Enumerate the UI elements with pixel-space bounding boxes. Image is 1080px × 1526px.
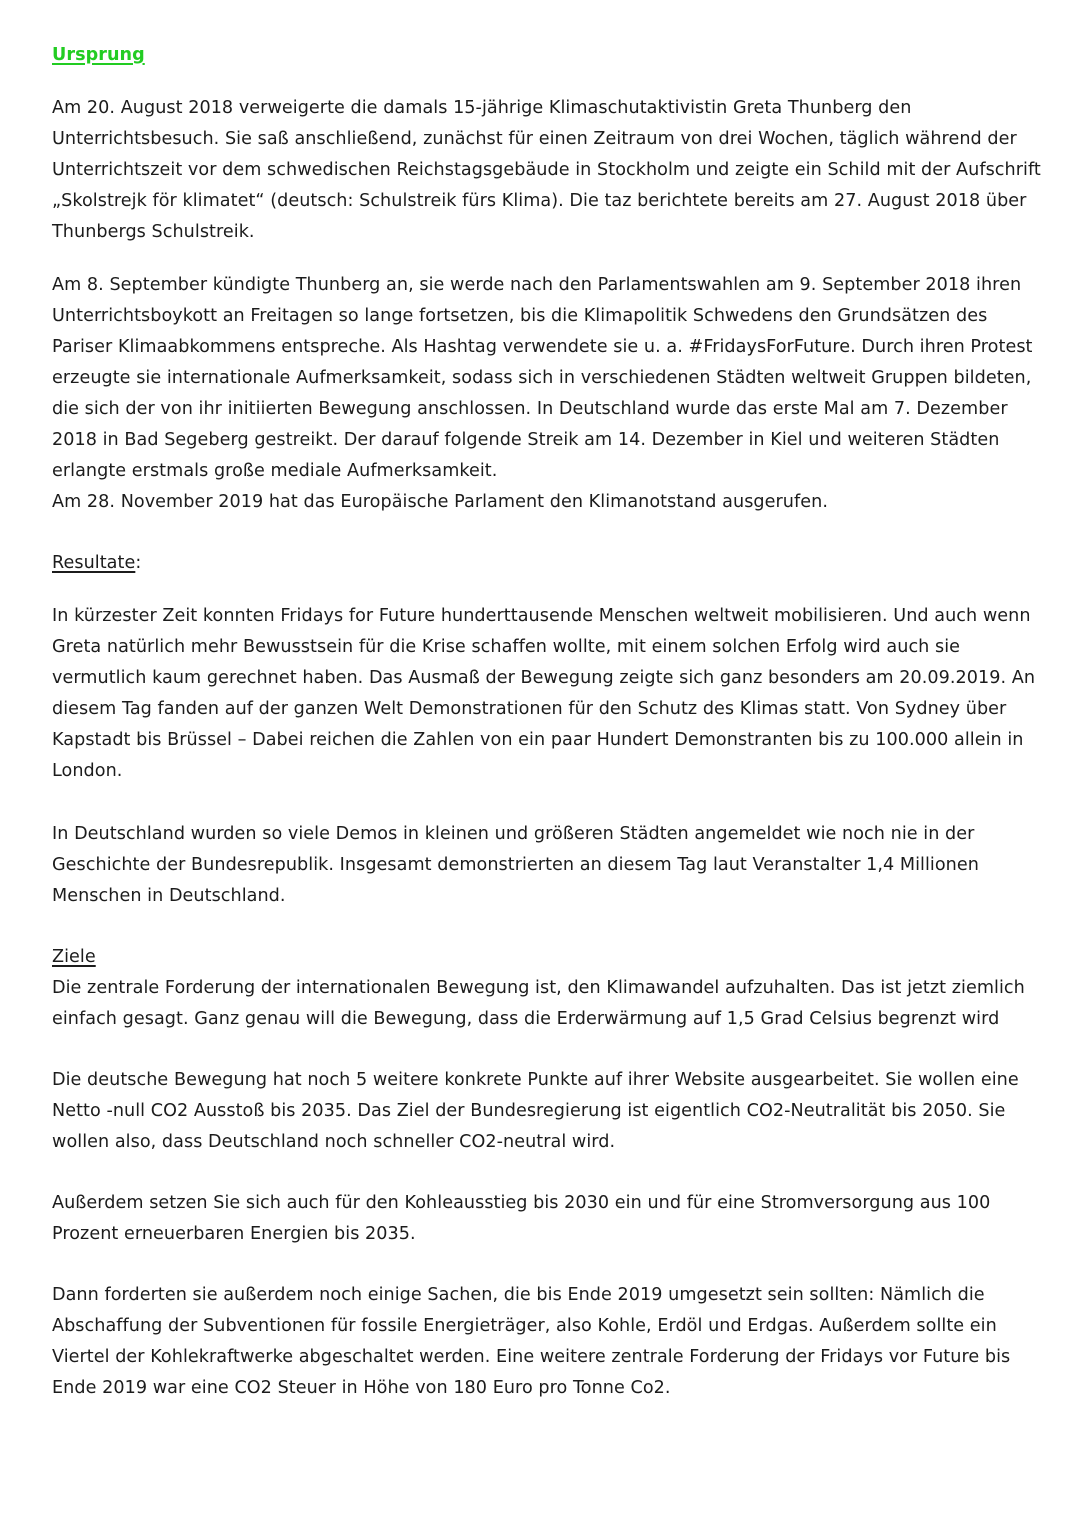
heading-resultate-wrapper: [52, 553, 141, 573]
paragraph-origin-2: Am 8. September kündigte Thunberg an, sie werde nach den Parlamentswahlen am 9. September 2018 ihren Unterrichtsboykott an Freitagen so lange fortsetzen, bis die Klimapolitik Schwedens den Grundsätzen des Pariser Klimaabkommens entspreche. Als Hashtag verwendete sie u. a. #FridaysForFuture. Durch ihren Protest erzeugte sie internationale Aufmerksamkeit, sodass sich in verschiedenen Städten weltweit Gruppen bildeten, die sich der von ihr initiierten Bewegung anschlossen. In Deutschland wurde das erste Mal am 7. Dezember 2018 in Bad Segeberg gestreikt. Der darauf folgende Streik am 14. Dezember in Kiel und weiteren Städten erlangte erstmals große mediale Aufmerksamkeit.: [52, 275, 1033, 481]
paragraph-goals-2: Die deutsche Bewegung hat noch 5 weitere konkrete Punkte auf ihrer Website ausgearbeitet. Sie wollen eine Netto -null CO2 Ausstoß bis 2035. Das Ziel der Bundesregierung ist eigentlich CO2-Neutralität bis 2050. Sie wollen also, dass Deutschland noch schneller CO2-neutral wird.: [52, 1070, 1019, 1152]
heading-ursprung: Ursprung: [52, 45, 145, 65]
paragraph-origin-3: Am 28. November 2019 hat das Europäische Parlament den Klimanotstand ausgerufen.: [52, 492, 828, 512]
section-origin: [52, 40, 1042, 518]
paragraph-goals-4: Dann forderten sie außerdem noch einige Sachen, die bis Ende 2019 umgesetzt sein sollten: Nämlich die Abschaffung der Subventionen für fossile Energieträger, also Kohle, Erdöl und Erdgas. Außerdem sollte ein Viertel der Kohlekraftwerke abgeschaltet werden. Eine weitere zentrale Forderung der Fridays vor Future bis Ende 2019 war eine CO2 Steuer in Höhe von 180 Euro pro Tonne Co2.: [52, 1285, 1011, 1398]
paragraph-results-2: In Deutschland wurden so viele Demos in kleinen und größeren Städten angemeldet wie noch nie in der Geschichte der Bundesrepublik. Insgesamt demonstrierten an diesem Tag laut Veranstalter 1,4 Millionen Menschen in Deutschland.: [52, 824, 979, 906]
paragraph-goals-1: Die zentrale Forderung der internationalen Bewegung ist, den Klimawandel aufzuhalten. Das ist jetzt ziemlich einfach gesagt. Ganz genau will die Bewegung, dass die Erderwärmung auf 1,5 Grad Celsius begrenzt wird: [52, 978, 1025, 1029]
heading-ziele: Ziele: [52, 947, 96, 967]
section-results: [52, 548, 1042, 912]
heading-resultate: Resultate: [52, 553, 136, 573]
document-page: [52, 40, 1042, 1404]
section-goals: [52, 942, 1042, 1404]
heading-resultate-suffix: :: [135, 553, 142, 573]
paragraph-goals-3: Außerdem setzen Sie sich auch für den Kohleausstieg bis 2030 ein und für eine Stromversorgung aus 100 Prozent erneuerbaren Energien bis 2035.: [52, 1193, 991, 1244]
paragraph-origin-1: Am 20. August 2018 verweigerte die damals 15-jährige Klimaschutaktivistin Greta Thunberg den Unterrichtsbesuch. Sie saß anschließend, zunächst für einen Zeitraum von drei Wochen, täglich während der Unterrichtszeit vor dem schwedischen Reichstagsgebäude in Stockholm und zeigte ein Schild mit der Aufschrift „Skolstrejk för klimatet“ (deutsch: Schulstreik fürs Klima). Die taz berichtete bereits am 27. August 2018 über Thunbergs Schulstreik.: [52, 98, 1041, 242]
paragraph-results-1: In kürzester Zeit konnten Fridays for Future hunderttausende Menschen weltweit mobilisieren. Und auch wenn Greta natürlich mehr Bewusstsein für die Krise schaffen wollte, mit einem solchen Erfolg wird auch sie vermutlich kaum gerechnet haben. Das Ausmaß der Bewegung zeigte sich ganz besonders am 20.09.2019. An diesem Tag fanden auf der ganzen Welt Demonstrationen für den Schutz des Klimas statt. Von Sydney über Kapstadt bis Brüssel – Dabei reichen die Zahlen von ein paar Hundert Demonstranten bis zu 100.000 allein in London.: [52, 606, 1036, 781]
